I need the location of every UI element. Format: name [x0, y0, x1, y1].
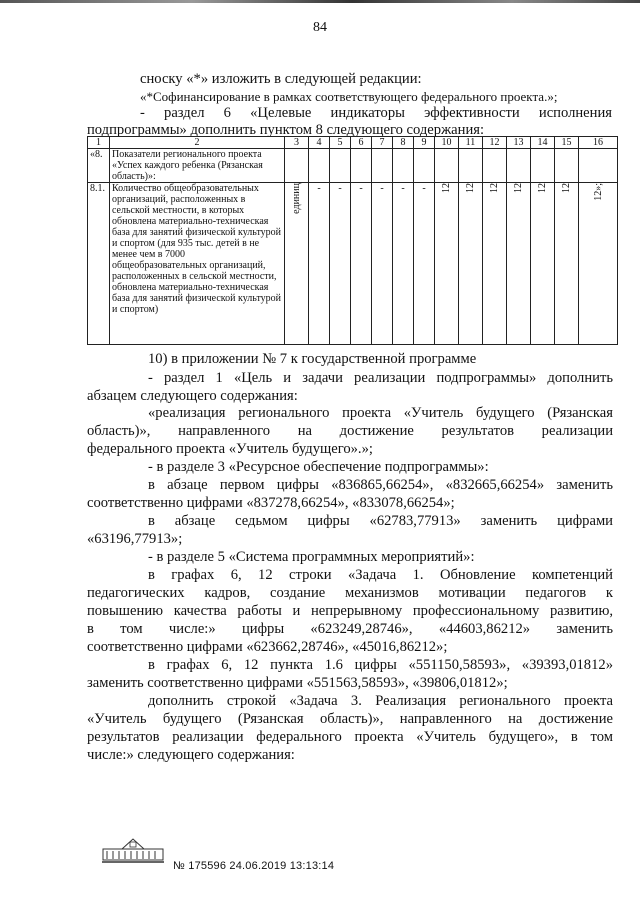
- scan-edge: [0, 0, 640, 3]
- header-cell: 5: [330, 137, 351, 149]
- dash-cell: -: [351, 183, 372, 345]
- body-p5a: в абзаце первом цифры «836865,66254», «832665,66254» заменить: [148, 477, 613, 493]
- intro-line-3: - раздел 6 «Целевые индикаторы эффективности исполнения: [140, 105, 612, 121]
- body-p8d: в том числе:» цифры «623249,28746», «44603,86212» заменить: [87, 621, 613, 637]
- header-cell: 8: [393, 137, 414, 149]
- dash-cell: -: [393, 183, 414, 345]
- header-cell: 15: [555, 137, 579, 149]
- dash-cell: -: [330, 183, 351, 345]
- building-seal-icon: [102, 837, 164, 863]
- value-cell: 12: [489, 183, 500, 193]
- body-p10b: «Учитель будущего (Рязанская область)», направленного на достижение: [87, 711, 613, 727]
- body-p10a: дополнить строкой «Задача 3. Реализация регионального проекта: [148, 693, 613, 709]
- header-cell: 9: [414, 137, 435, 149]
- value-cell: 12: [465, 183, 476, 193]
- body-p8a: в графах 6, 12 строки «Задача 1. Обновление компетенций: [148, 567, 613, 583]
- body-p2a: - раздел 1 «Цель и задачи реализации подпрограммы» дополнить: [148, 370, 613, 386]
- body-p3c: федерального проекта «Учитель будущего».»;: [87, 441, 373, 457]
- value-cell: 12: [537, 183, 548, 193]
- row-number: «8.: [88, 149, 110, 183]
- document-id: № 175596 24.06.2019 13:13:14: [173, 860, 335, 872]
- value-cell: 12: [561, 183, 572, 193]
- header-cell: 10: [435, 137, 459, 149]
- row-description: Количество общеобразовательных организаций, расположенных в сельской местности, в которых обновлена материально-техническая база для занятий физической культурой и спортом (для 935 тыс. детей в не менее чем в 7000 общеобразовательных организаций, расположенных в сельской местности, обновлена материально-техническая база для занятий физической культурой и спортом): [110, 183, 285, 345]
- header-cell: 11: [459, 137, 483, 149]
- dash-cell: -: [372, 183, 393, 345]
- intro-line-2: «*Софинансирование в рамках соответствующего федерального проекта.»;: [140, 89, 558, 104]
- header-cell: 2: [110, 137, 285, 149]
- header-cell: 4: [309, 137, 330, 149]
- body-p3b: область)», направленного на достижение результатов реализации: [87, 423, 613, 439]
- body-p8b: педагогических кадров, создание механизмов мотивации педагогов к: [87, 585, 613, 601]
- header-cell: 14: [531, 137, 555, 149]
- header-cell: 16: [579, 137, 618, 149]
- body-p3a: «реализация регионального проекта «Учитель будущего (Рязанская: [148, 405, 613, 421]
- intro-line-1: сноску «*» изложить в следующей редакции:: [140, 71, 422, 87]
- header-cell: 12: [483, 137, 507, 149]
- page-number: 84: [313, 20, 327, 35]
- body-p2b: абзацем следующего содержания:: [87, 388, 298, 404]
- indicators-table: [87, 136, 618, 345]
- unit-cell: единиц: [291, 183, 302, 214]
- table-header-row: [88, 137, 618, 149]
- body-p6b: «63196,77913»;: [87, 531, 183, 547]
- body-p4: - в разделе 3 «Ресурсное обеспечение подпрограммы»:: [148, 459, 489, 475]
- body-p9a: в графах 6, 12 пункта 1.6 цифры «551150,58593», «39393,01812»: [148, 657, 613, 673]
- body-p10d: числе:» следующего содержания:: [87, 747, 295, 763]
- dash-cell: -: [414, 183, 435, 345]
- value-cell: 12»;: [592, 183, 604, 201]
- row-title: Показатели регионального проекта «Успех каждого ребенка (Рязанская область)»:: [110, 149, 285, 183]
- header-cell: 7: [372, 137, 393, 149]
- header-cell: 1: [88, 137, 110, 149]
- body-p8c: повышению качества работы и непрерывному профессиональному развитию,: [87, 603, 613, 619]
- body-p6a: в абзаце седьмом цифры «62783,77913» заменить цифрами: [148, 513, 613, 529]
- dash-cell: -: [309, 183, 330, 345]
- value-cell: 12: [441, 183, 452, 193]
- header-cell: 3: [285, 137, 309, 149]
- row-number: 8.1.: [88, 183, 110, 345]
- body-p8e: соответственно цифрами «623662,28746», «45016,86212»;: [87, 639, 448, 655]
- table-row-8: [88, 149, 618, 183]
- body-p7: - в разделе 5 «Система программных мероприятий»:: [148, 549, 475, 565]
- header-cell: 6: [351, 137, 372, 149]
- table-row-8-1: [88, 183, 618, 345]
- intro-line-4: подпрограммы» дополнить пунктом 8 следующего содержания:: [87, 122, 485, 138]
- body-p9b: заменить соответственно цифрами «551563,58593», «39806,01812»;: [87, 675, 508, 691]
- body-p10c: результатов реализации федерального проекта «Учитель будущего», в том: [87, 729, 613, 745]
- value-cell: 12: [513, 183, 524, 193]
- header-cell: 13: [507, 137, 531, 149]
- body-p5b: соответственно цифрами «837278,66254», «833078,66254»;: [87, 495, 455, 511]
- body-p1: 10) в приложении № 7 к государственной программе: [148, 351, 477, 367]
